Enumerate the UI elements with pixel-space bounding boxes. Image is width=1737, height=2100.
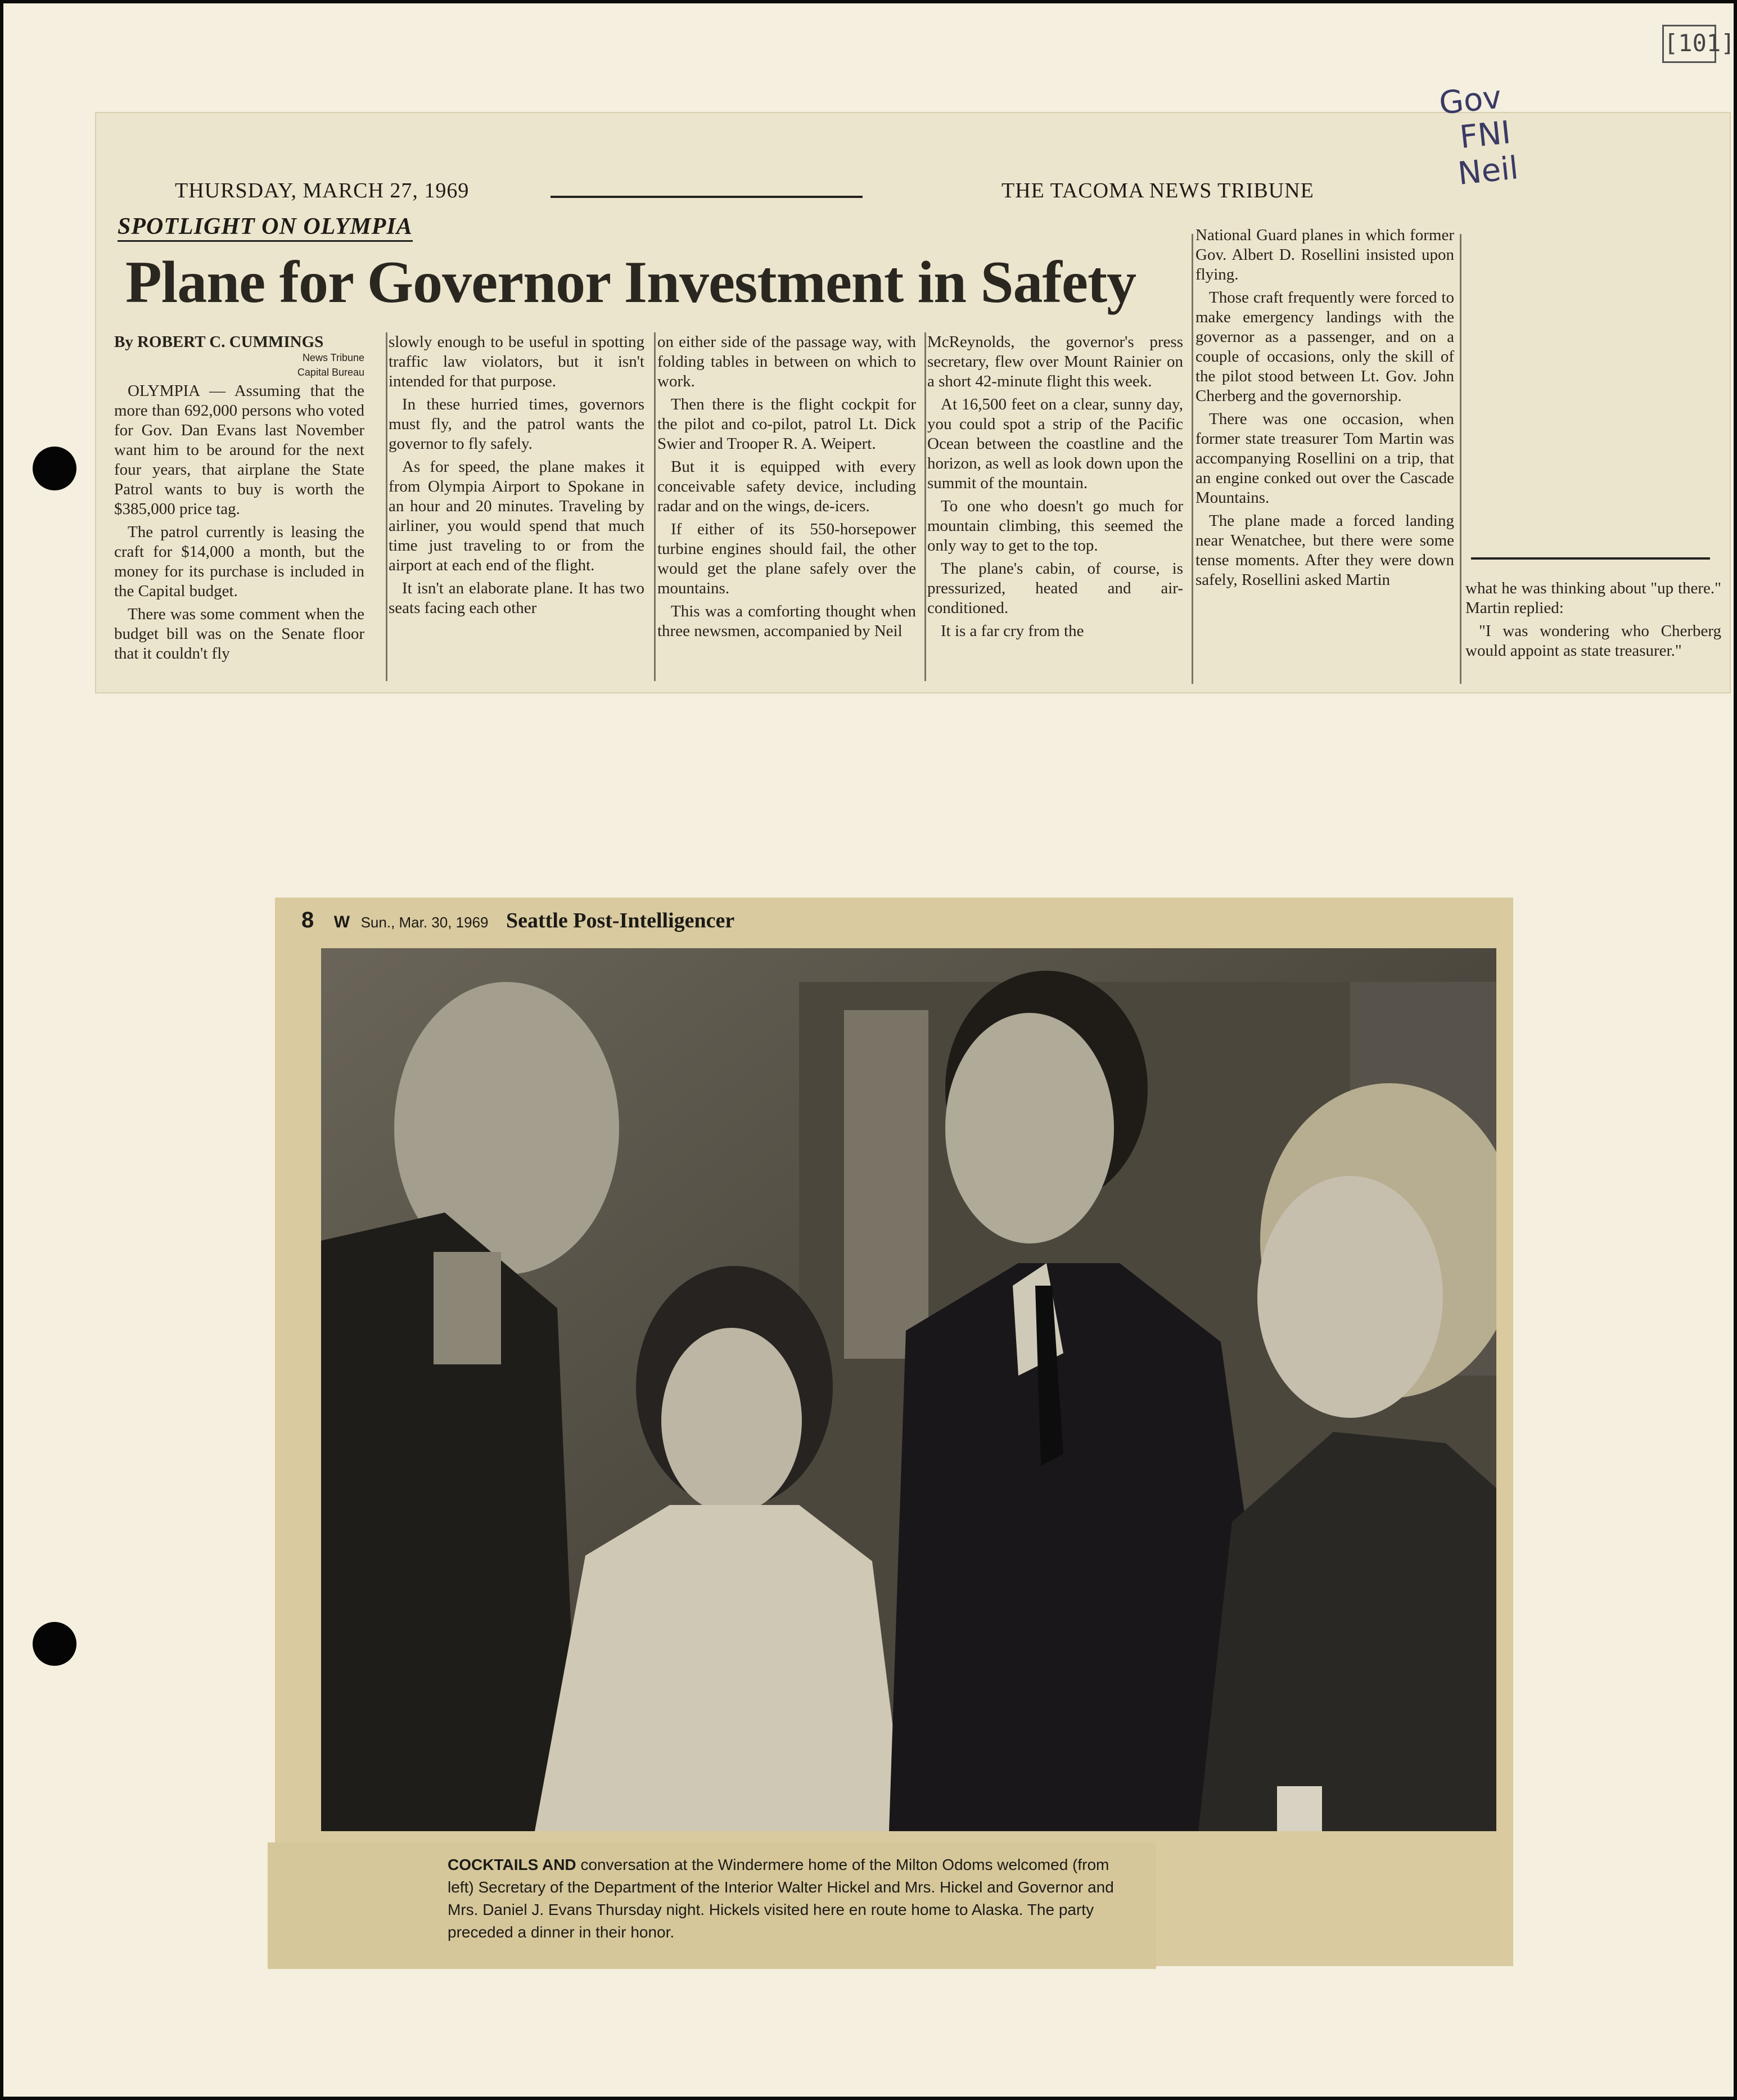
column-rule	[1460, 234, 1461, 684]
note-line: FNI	[1458, 114, 1513, 156]
handwritten-note	[1437, 79, 1520, 193]
page-number: [101]	[1662, 25, 1716, 63]
article-column-6	[1465, 579, 1721, 664]
paragraph: McReynolds, the governor's press secretary, flew over Mount Rainier on a short 42-minute flight this week.	[927, 333, 1183, 390]
byline: By ROBERT C. CUMMINGS	[114, 333, 324, 351]
newspaper-name: THE TACOMA NEWS TRIBUNE	[1001, 179, 1314, 202]
paragraph: on either side of the passage way, with folding tables in between on which to work.	[657, 333, 916, 390]
paragraph: slowly enough to be useful in spotting traffic law violators, but it isn't intended for that purpose.	[389, 333, 644, 390]
photo-caption	[448, 1854, 1134, 1944]
paragraph: As for speed, the plane makes it from Olympia Airport to Spokane in an hour and 20 minutes. Traveling by airliner, you would spend that much time just traveling to or from the airport at each end of the flight.	[389, 458, 644, 574]
paragraph: The plane made a forced landing near Wenatchee, but there were some tense moments. After they were down safely, Rosellini asked Martin	[1195, 512, 1454, 589]
pi-date: Sun., Mar. 30, 1969	[360, 914, 489, 931]
article-column-3	[657, 332, 916, 645]
clipping-date: THURSDAY, MARCH 27, 1969	[175, 179, 470, 202]
column-rule	[386, 332, 387, 681]
paragraph: The plane's cabin, of course, is pressurized, heated and air-conditioned.	[927, 560, 1183, 617]
article-column-4	[927, 332, 1183, 645]
paragraph: Then there is the flight cockpit for the pilot and co-pilot, patrol Lt. Dick Swier and Trooper R. A. Weipert.	[657, 395, 916, 453]
paragraph: what he was thinking about "up there." Martin replied:	[1465, 579, 1721, 617]
agency-line-2: Capital Bureau	[297, 367, 364, 378]
tacoma-clipping	[96, 113, 1730, 692]
caption-body: conversation at the Windermere home of the Milton Odoms welcomed (from left) Secretary of the Department of the Interior Walter Hickel and Mrs. Hickel and Governor and Mrs. Daniel J. Evans Thursday night. Hickels visited here en route home to Alaska. The party preceded a dinner in their honor.	[448, 1856, 1114, 1941]
header-rule	[551, 196, 863, 198]
column-rule	[924, 332, 926, 681]
punch-hole-top	[33, 447, 76, 490]
column-top-rule	[1471, 557, 1710, 560]
paragraph: In these hurried times, governors must fly, and the patrol wants the governor to fly safely.	[389, 395, 644, 453]
paragraph: OLYMPIA — Assuming that the more than 692,000 persons who voted for Gov. Dan Evans last November want him to be around for the next four years, that airplane the State Patrol wants to buy is worth the $385,000 price tag.	[114, 382, 364, 518]
paragraph: There was some comment when the budget bill was on the Senate floor that it couldn't fly	[114, 605, 364, 663]
pi-header	[301, 908, 734, 933]
paragraph: It is a far cry from the	[941, 622, 1084, 640]
pi-newspaper-name: Seattle Post-Intelligencer	[506, 909, 735, 932]
paragraph: If either of its 550-horsepower turbine engines should fail, the other would get the plane safely over the mountains.	[657, 520, 916, 597]
note-line: Neil	[1456, 150, 1521, 193]
paragraph: Those craft frequently were forced to make emergency landings with the governor as a passenger, and on a couple of occasions, only the skill of the pilot stood between Lt. Gov. John Cherberg and the governorship.	[1195, 289, 1454, 405]
section-kicker: SPOTLIGHT ON OLYMPIA	[118, 213, 413, 242]
agency-line-1: News Tribune	[302, 352, 364, 363]
headline: Plane for Governor Investment in Safety	[125, 249, 1136, 315]
note-line: Gov	[1437, 79, 1504, 122]
pi-edition: W	[333, 913, 350, 931]
paragraph: "I was wondering who Cherberg would appoint as state treasurer."	[1465, 622, 1721, 660]
photo-illustration	[321, 948, 1496, 1831]
punch-hole-bottom	[33, 1622, 76, 1666]
article-column-2	[389, 332, 644, 621]
paragraph: There was one occasion, when former state treasurer Tom Martin was accompanying Rosellini on a trip, that an engine conked out over the Cascade Mountains.	[1195, 410, 1454, 507]
paragraph: But it is equipped with every conceivable safety device, including radar and on the wings, de-icers.	[657, 458, 916, 515]
paragraph: At 16,500 feet on a clear, sunny day, you could spot a strip of the Pacific Ocean between the coastline and the horizon, as well as look down upon the summit of the mountain.	[927, 395, 1183, 492]
paragraph: The patrol currently is leasing the craft for $14,000 a month, but the money for its purchase is included in the Capital budget.	[114, 523, 364, 600]
news-photo	[321, 948, 1496, 1831]
caption-lead: COCKTAILS AND	[448, 1856, 576, 1873]
column-rule	[654, 332, 656, 681]
paragraph: This was a comforting thought when three newsmen, accompanied by Neil	[657, 602, 916, 640]
column-rule	[1192, 234, 1193, 684]
article-column-5	[1195, 226, 1454, 593]
paragraph: It isn't an elaborate plane. It has two seats facing each other	[389, 579, 644, 617]
article-column-1	[114, 332, 364, 667]
paragraph: National Guard planes in which former Gov. Albert D. Rosellini insisted upon flying.	[1195, 226, 1454, 283]
pi-page-number: 8	[301, 908, 314, 932]
paragraph: To one who doesn't go much for mountain climbing, this seemed the only way to get to the top.	[927, 497, 1183, 555]
